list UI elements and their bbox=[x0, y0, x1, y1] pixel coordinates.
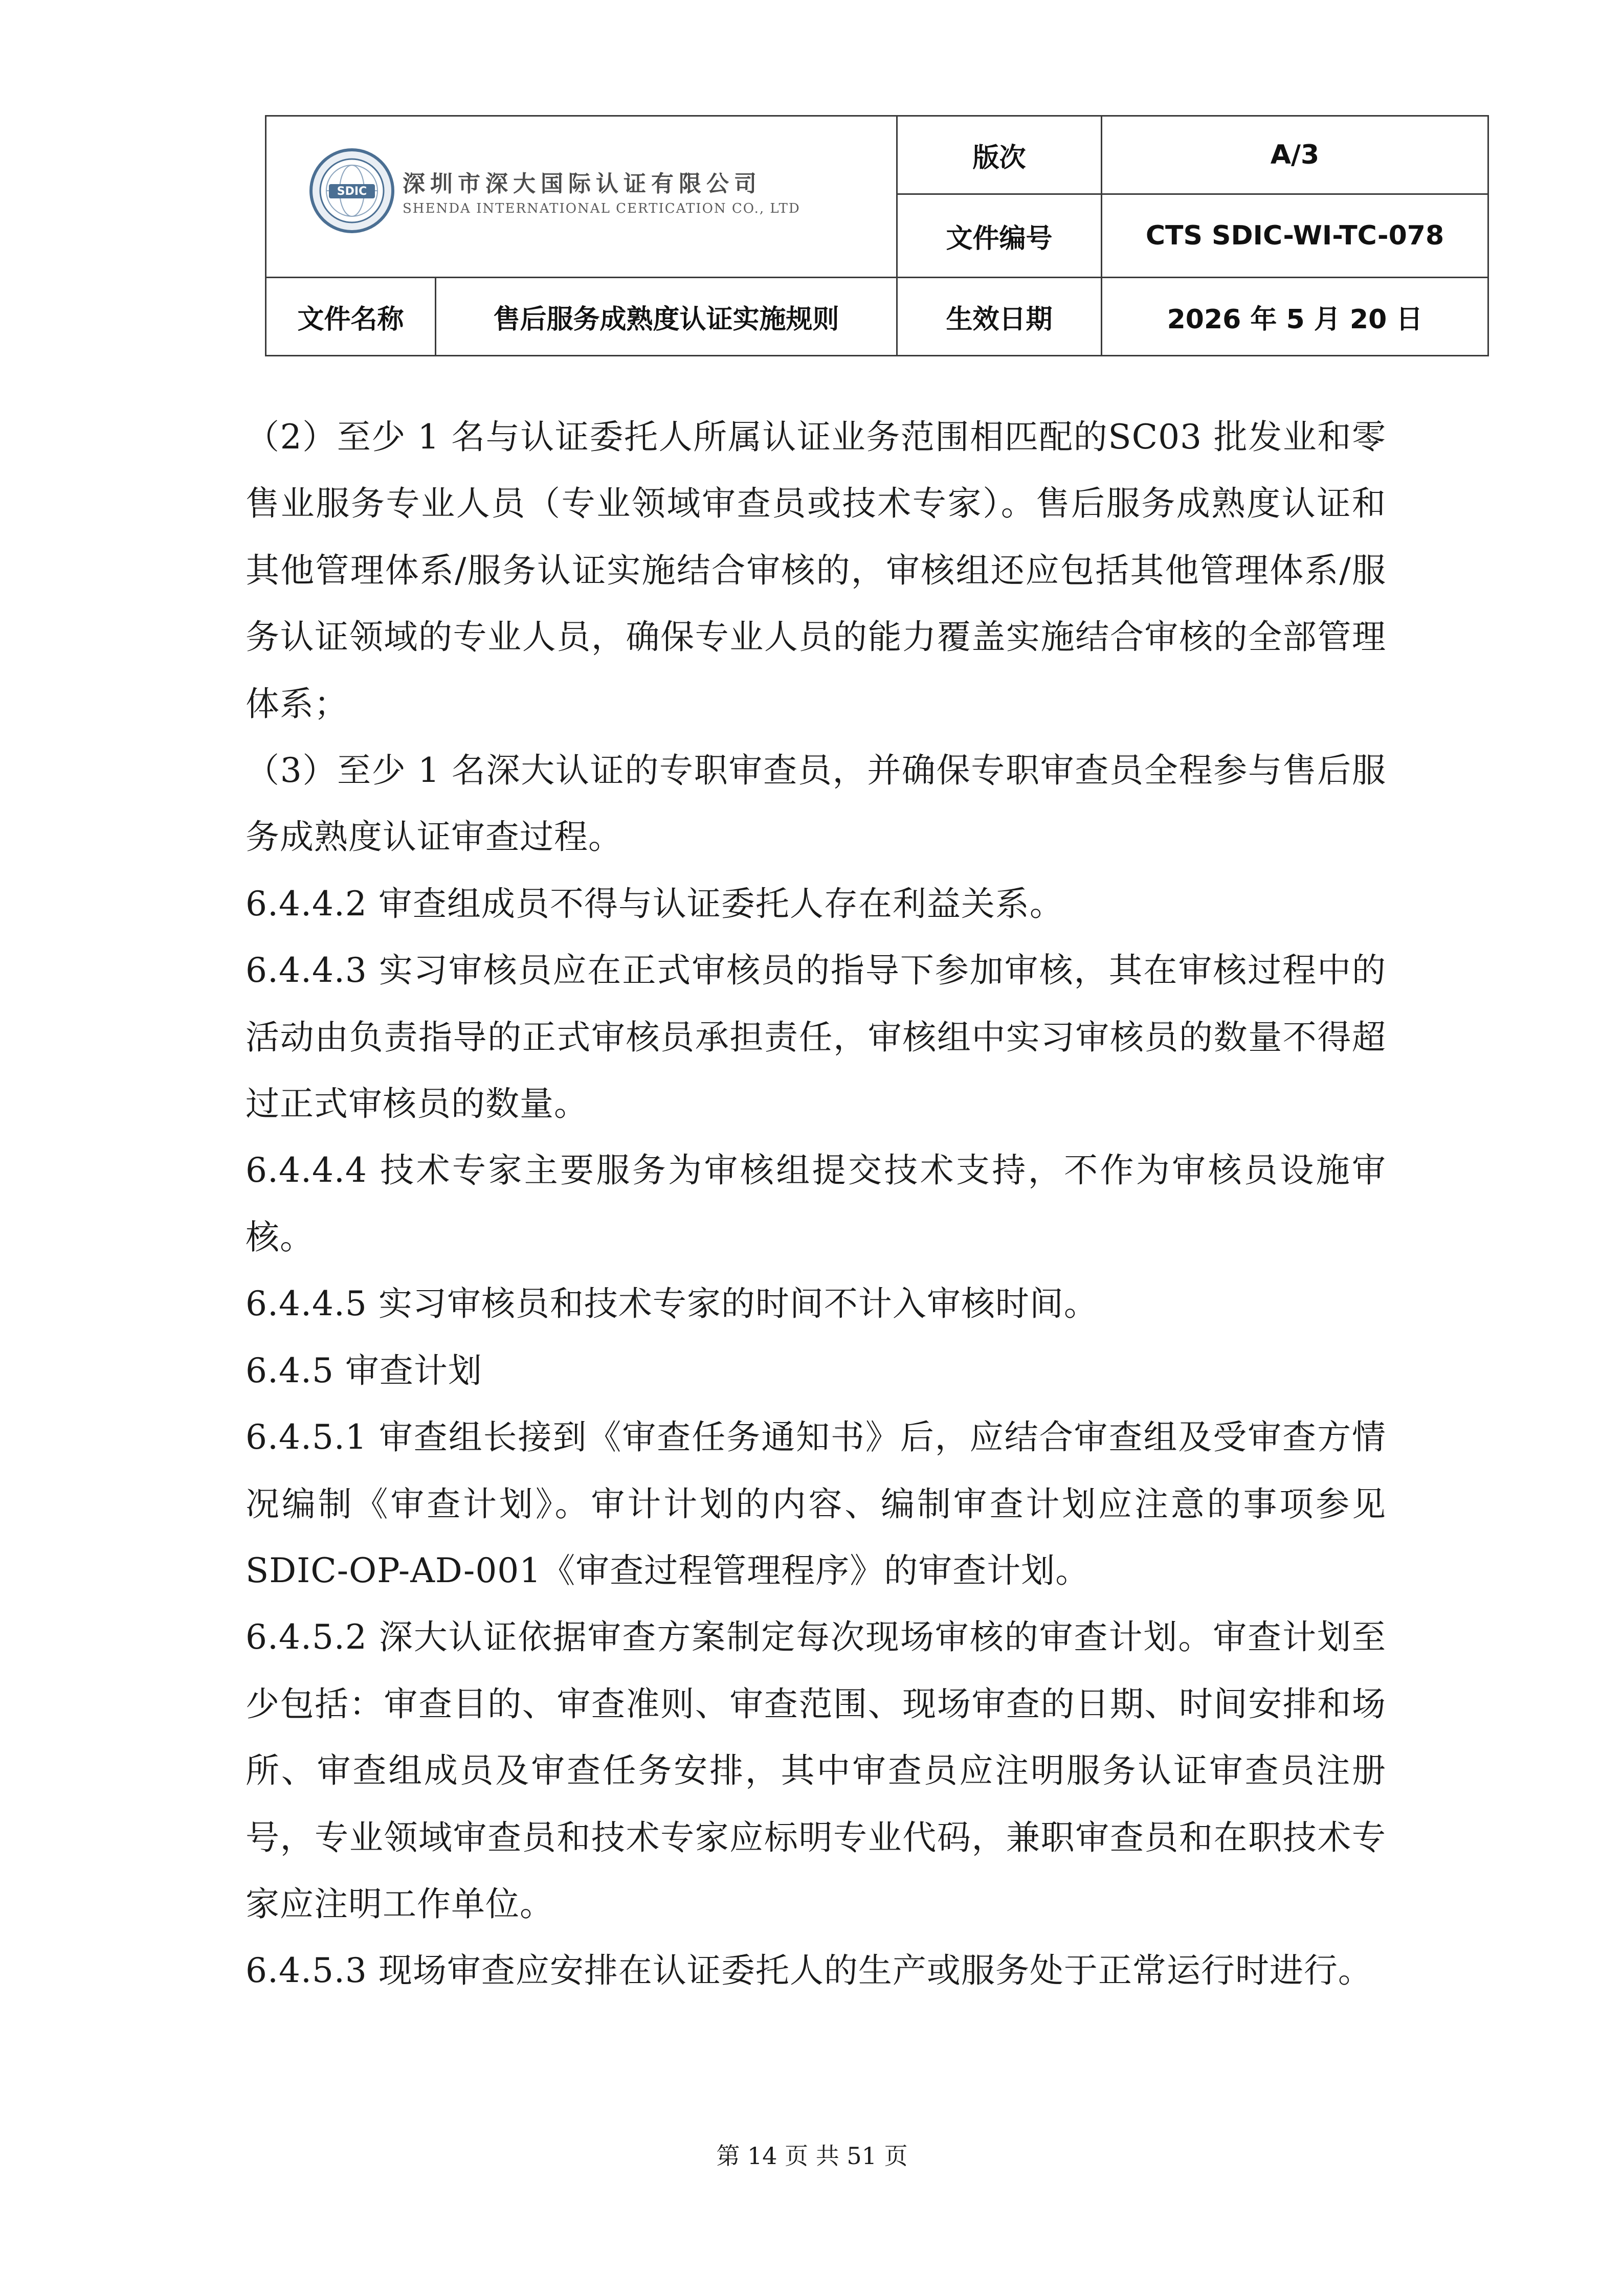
paragraph: 6.4.5.3 现场审查应安排在认证委托人的生产或服务处于正常运行时进行。 bbox=[246, 1951, 1372, 1991]
paragraph: 6.4.4.2 审查组成员不得与认证委托人存在利益关系。 bbox=[246, 884, 1064, 924]
section-heading: 6.4.5 审查计划 bbox=[246, 1350, 482, 1390]
page-number-footer: 第 14 页 共 51 页 bbox=[716, 2142, 908, 2170]
effective-date-label: 生效日期 bbox=[897, 278, 1102, 356]
company-name-cn: 深圳市深大国际认证有限公司 bbox=[403, 171, 762, 197]
logo-abbrev: SDIC bbox=[337, 185, 367, 198]
paragraph: （2）至少 1 名与认证委托人所属认证业务范围相匹配的SC03 批发业和零售业服务专业人员（专业领域审查员或技术专家）。售后服务成熟度认证和其他管理体系/服务认证实施结合审核的，审核组还应包括其他管理体系/服务认证领域的专业人员，确保专业人员的能力覆盖实施结合审核的全部管理体系； bbox=[246, 417, 1386, 724]
paragraph: （3）至少 1 名深大认证的专职审查员，并确保专职审查员全程参与售后服务成熟度认证审查过程。 bbox=[246, 751, 1386, 857]
doc-name-value: 售后服务成熟度认证实施规则 bbox=[436, 278, 897, 356]
document-header-table bbox=[265, 115, 1489, 356]
doc-name-label: 文件名称 bbox=[266, 278, 436, 356]
paragraph: 6.4.5.2 深大认证依据审查方案制定每次现场审核的审查计划。审查计划至少包括：审查目的、审查准则、审查范围、现场审查的日期、时间安排和场所、审查组成员及审查任务安排，其中审查员应注明服务认证审查员注册号，专业领域审查员和技术专家应标明专业代码，兼职审查员和在职技术专家应注明工作单位。 bbox=[246, 1617, 1386, 1924]
company-name-en: SHENDA INTERNATIONAL CERTICATION CO., LTD bbox=[403, 201, 800, 216]
sdic-seal-icon bbox=[308, 147, 395, 234]
company-logo-cell bbox=[266, 116, 897, 278]
paragraph: 6.4.4.5 实习审核员和技术专家的时间不计入审核时间。 bbox=[246, 1284, 1098, 1324]
document-body bbox=[246, 404, 1386, 2005]
paragraph: 6.4.5.1 审查组长接到《审查任务通知书》后，应结合审查组及受审查方情况编制《审查计划》。审计计划的内容、编制审查计划应注意的事项参见 SDIC-OP-AD-001《审查过程管理程序》的审查计划。 bbox=[246, 1417, 1386, 1590]
doc-no-value: CTS SDIC-WI-TC-078 bbox=[1102, 194, 1488, 278]
version-label: 版次 bbox=[897, 116, 1102, 194]
paragraph: 6.4.4.4 技术专家主要服务为审核组提交技术支持，不作为审核员设施审核。 bbox=[246, 1151, 1386, 1257]
version-value: A/3 bbox=[1102, 116, 1488, 194]
paragraph: 6.4.4.3 实习审核员应在正式审核员的指导下参加审核，其在审核过程中的活动由负责指导的正式审核员承担责任，审核组中实习审核员的数量不得超过正式审核员的数量。 bbox=[246, 951, 1386, 1124]
company-logo bbox=[308, 147, 800, 234]
doc-no-label: 文件编号 bbox=[897, 194, 1102, 278]
effective-date-value: 2026 年 5 月 20 日 bbox=[1102, 278, 1488, 356]
